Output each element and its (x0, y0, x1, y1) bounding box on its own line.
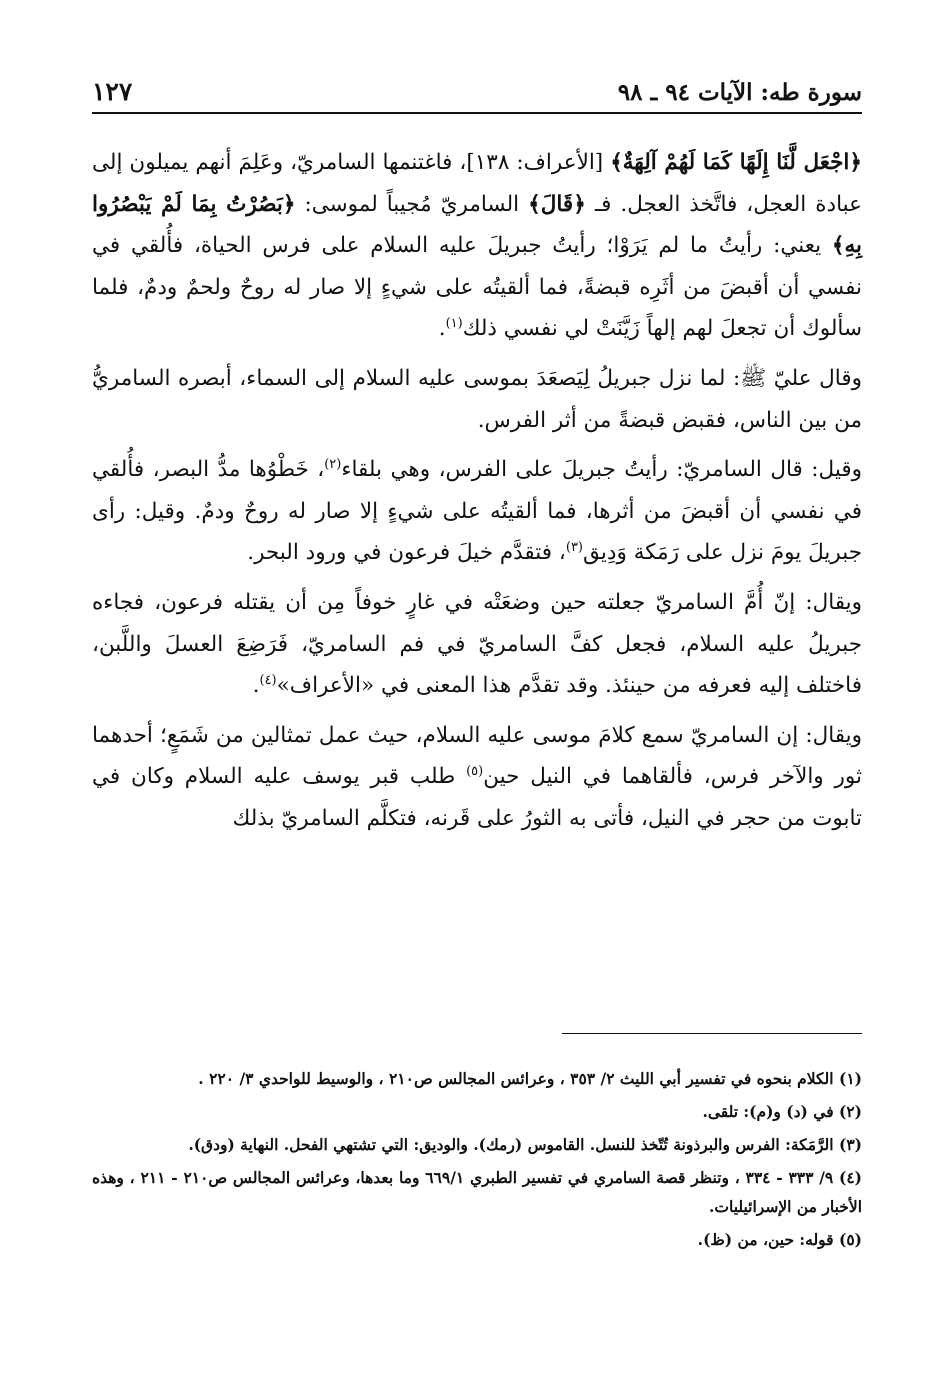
footnote-5: (٥) قوله: حين، من (ظ). (697, 1230, 862, 1249)
footnote-1: (١) الكلام بنحوه في تفسير أبي الليث ٢/ ٣٥٣ ، وعرائس المجالس ص٢١٠ ، والوسيط للواحدي ٣/ ٢٢٠ . (198, 1069, 862, 1088)
paragraph-1 (92, 142, 862, 350)
footnote-ref-3[interactable]: (٣) (565, 540, 583, 556)
paragraph-3 (92, 449, 862, 574)
paragraph-5 (92, 715, 862, 840)
paragraph-4 (92, 582, 862, 707)
quran-verse-3: ﴿بَصُرْتُ بِمَا لَمْ يَبْصُرُوا بِهِ﴾ (92, 191, 862, 259)
footnote-ref-1[interactable]: (١) (445, 316, 463, 332)
main-text (92, 142, 862, 848)
text-run: وقيل: قال السامريّ: رأيتُ جبريلَ على الفرس، وهي بلقاء (341, 457, 862, 483)
page-number: ١٢٧ (92, 77, 133, 106)
text-run: ويقال: إنّ أُمَّ السامريّ جعلته حين وضعَتْه في غارٍ خوفاً مِن أن يقتله فرعون، فجاءه جبريلُ عليه السلام، فجعل كفَّ السامريّ في فم السامريّ، فَرَضِعَ العسلَ واللَّبن، فاختلف إليه فعرفه من حينئذ. وقد تقدَّم هذا المعنى في «الأعراف» (92, 589, 862, 699)
footnote-ref-4[interactable]: (٤) (259, 672, 277, 688)
text-run: طلب قبر يوسف عليه السلام وكان في تابوت من حجر في النيل، فأتى به الثورُ على قَرنه، فتكلَّم السامريّ بذلك (92, 764, 862, 831)
text-run: . (252, 673, 260, 699)
footnote-separator (562, 1033, 862, 1034)
footnote-3: (٣) الرَّمَكة: الفرس والبرذونة تُتّخذ للنسل. القاموس (رمك). والوديق: التي تشتهي الفحل. النهاية (ودق). (188, 1135, 862, 1154)
text-run: السامريّ مُجيباً لموسى: (295, 191, 529, 217)
quran-verse-2: ﴿قَالَ﴾ (528, 191, 586, 217)
text-run: ، فتقدَّم خيلَ فرعون في ورود البحر. (247, 540, 566, 566)
text-run: [الأعراف: ١٣٨]، فاغتنمها السامريّ، وعَلِمَ أنهم يميلون إلى عبادة العجل، فاتَّخذ العجل. فـ (92, 150, 862, 217)
page-header (92, 68, 862, 114)
footnote-ref-2[interactable]: (٢) (324, 457, 342, 472)
footnote-2: (٢) في (د) و(م): تلقى. (702, 1102, 862, 1121)
footnotes (92, 1064, 862, 1258)
footnote-4: (٤) ٩/ ٣٣٣ - ٣٣٤ ، وتنظر قصة السامري في تفسير الطبري ٦٦٩/١ وما بعدها، وعرائس المجالس ص٢١٠ - ٢١١ ، وهذه الأخبار من الإسرائيليات. (92, 1168, 862, 1216)
text-run: يعني: رأيتُ ما لم يَرَوْا؛ رأيتُ جبريلَ عليه السلام على فرس الحياة، فأُلقي في نفسي أن أقبضَ من أثَرِه قبضةً، فما ألقيتُه على شيءٍ إلا صار له روحٌ ولحمٌ ودمٌ، فلما سألوك أن تجعلَ لهم إلهاً زَيَّنَتْ لي نفسي ذلك (92, 233, 862, 342)
text-run: ، خَطْوُها مدُّ البصر، فأُلقي في نفسي أن أقبضَ من أثرها، فما ألقيتُه على شيءٍ إلا صار له روحٌ ودمٌ. وقيل: رأى جبريلَ يومَ نزل على رَمَكة وَدِيق (92, 457, 862, 566)
running-title: سورة طه: الآيات ٩٤ ـ ٩٨ (617, 79, 862, 106)
paragraph-2: وقال عليّ ﷺ: لما نزل جبريلُ لِيَصعَدَ بموسى عليه السلام إلى السماء، أبصره السامريُّ من بين الناس، فقبض قبضةً من أثر الفرس. (92, 365, 862, 433)
text-run: . (438, 316, 446, 342)
quran-verse-1: ﴿اجْعَل لَّنَا إِلَهًا كَمَا لَهُمْ آلِهَةٌ﴾ (610, 150, 862, 175)
text-run: ويقال: إن السامريّ سمع كلامَ موسى عليه السلام، حيث عمل تمثالين من شَمَعٍ؛ أحدهما ثور والآخر فرس، فألقاهما في النيل حين (92, 722, 862, 790)
footnote-ref-5[interactable]: (٥) (466, 764, 484, 780)
